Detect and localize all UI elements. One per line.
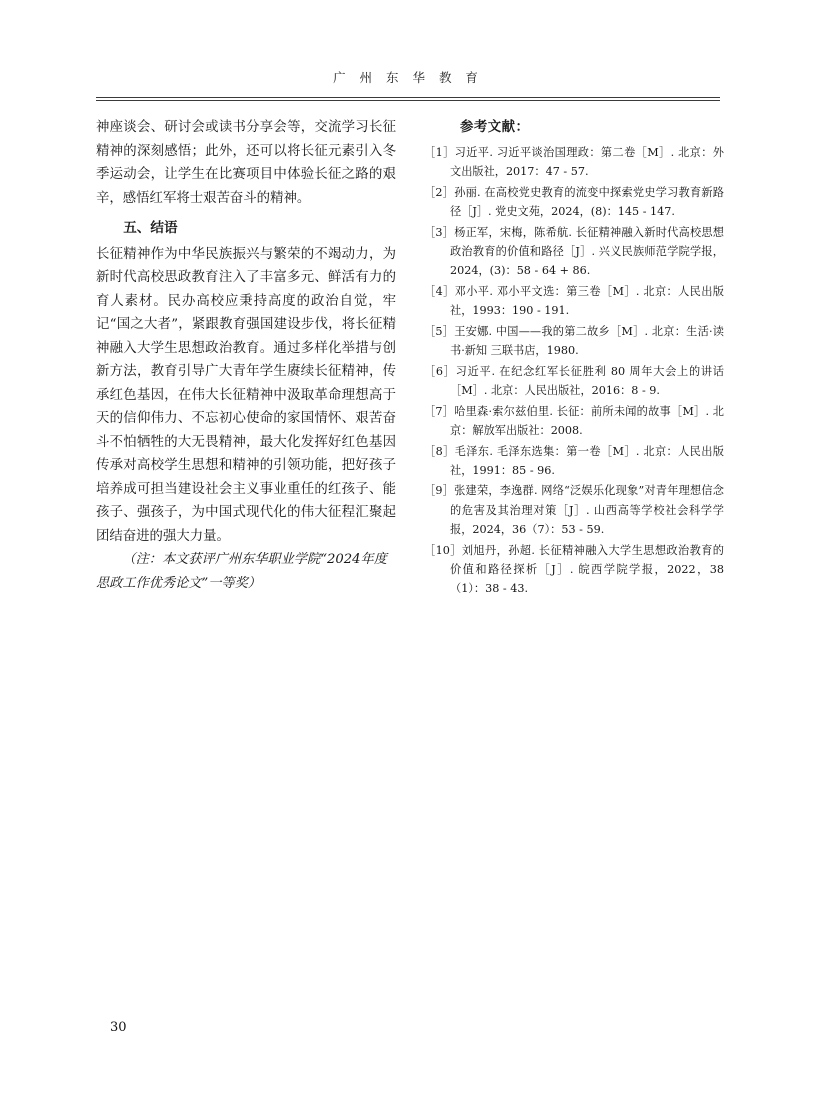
reference-item: ［3］杨正军，宋梅，陈希航. 长征精神融入新时代高校思想政治教育的价值和路径［J］. 兴义民族师范学院学报，2024，(3)：58 - 64 + 86. xyxy=(424,225,724,278)
editorial-note: （注：本文获评广州东华职业学院“2024年度思政工作优秀论文”一等奖） xyxy=(96,552,387,591)
reference-item: ［6］习近平. 在纪念红军长征胜利 80 周年大会上的讲话［M］. 北京：人民出版社，2016：8 - 9. xyxy=(424,364,724,397)
body-paragraph-1-block xyxy=(96,116,396,210)
reference-item: ［1］习近平. 习近平谈治国理政：第二卷［M］. 北京：外文出版社，2017：47 - 57. xyxy=(424,146,724,179)
page-number: 30 xyxy=(110,1020,127,1035)
header-rule-top xyxy=(96,97,720,98)
running-head: 广 州 东 华 教 育 xyxy=(333,70,483,85)
reference-item: ［8］毛泽东. 毛泽东选集：第一卷［M］. 北京：人民出版社，1991：85 - 96. xyxy=(424,444,724,477)
body-paragraph-2-block xyxy=(96,243,396,549)
reference-item: ［4］邓小平. 邓小平文选：第三卷［M］. 北京：人民出版社，1993：190 - 191. xyxy=(424,284,724,318)
right-column xyxy=(424,116,724,600)
reference-item: ［7］哈里森·索尔兹伯里. 长征：前所未闻的故事［M］. 北京：解放军出版社：2008. xyxy=(424,404,724,437)
left-column xyxy=(96,116,396,595)
section-heading-conclusion: 五、结语 xyxy=(123,220,178,236)
reference-item: ［9］张建荣，李逸群. 网络“泛娱乐化现象”对青年理想信念的危害及其治理对策［J］. 山西高等学校社会科学学报，2024，36（7）：53 - 59. xyxy=(424,484,724,536)
body-paragraph-1: 神座谈会、研讨会或读书分享会等，交流学习长征精神的深刻感悟；此外，还可以将长征元素引入冬季运动会，让学生在比赛项目中体验长征之路的艰辛，感悟红军将士艰苦奋斗的精神。 xyxy=(96,120,396,206)
reference-item: ［5］王安娜. 中国——我的第二故乡［M］. 北京：生活·读书·新知 三联书店，1980. xyxy=(424,324,724,358)
reference-item: ［2］孙丽. 在高校党史教育的流变中探索党史学习教育新路径［J］. 党史文苑，2024，(8)：145 - 147. xyxy=(424,185,724,219)
body-paragraph-2: 长征精神作为中华民族振兴与繁荣的不竭动力，为新时代高校思政教育注入了丰富多元、鲜活有力的育人素材。民办高校应秉持高度的政治自觉，牢记“国之大者”，紧跟教育强国建设步伐，将长征精神融入大学生思想政治教育。通过多样化举措与创新方法，教育引导广大青年学生赓续长征精神，传承红色基因，在伟大长征精神中汲取革命理想高于天的信仰伟力、不忘初心使命的家国情怀、艰苦奋斗不怕牺牲的大无畏精神，最大化发挥好红色基因传承对高校学生思想和精神的引领功能，把好孩子培养成可担当建设社会主义事业重任的红孩子、能孩子、强孩子，为中国式现代化的伟大征程汇聚起团结奋进的强大力量。 xyxy=(96,246,396,544)
reference-item: ［10］刘旭丹，孙超. 长征精神融入大学生思想政治教育的价值和路径探析［J］. 皖西学院学报，2022，38（1）：38 - 43. xyxy=(424,543,724,595)
header-rule-bottom xyxy=(96,100,720,101)
references-list xyxy=(424,143,724,598)
references-title: 参考文献： xyxy=(460,119,530,135)
